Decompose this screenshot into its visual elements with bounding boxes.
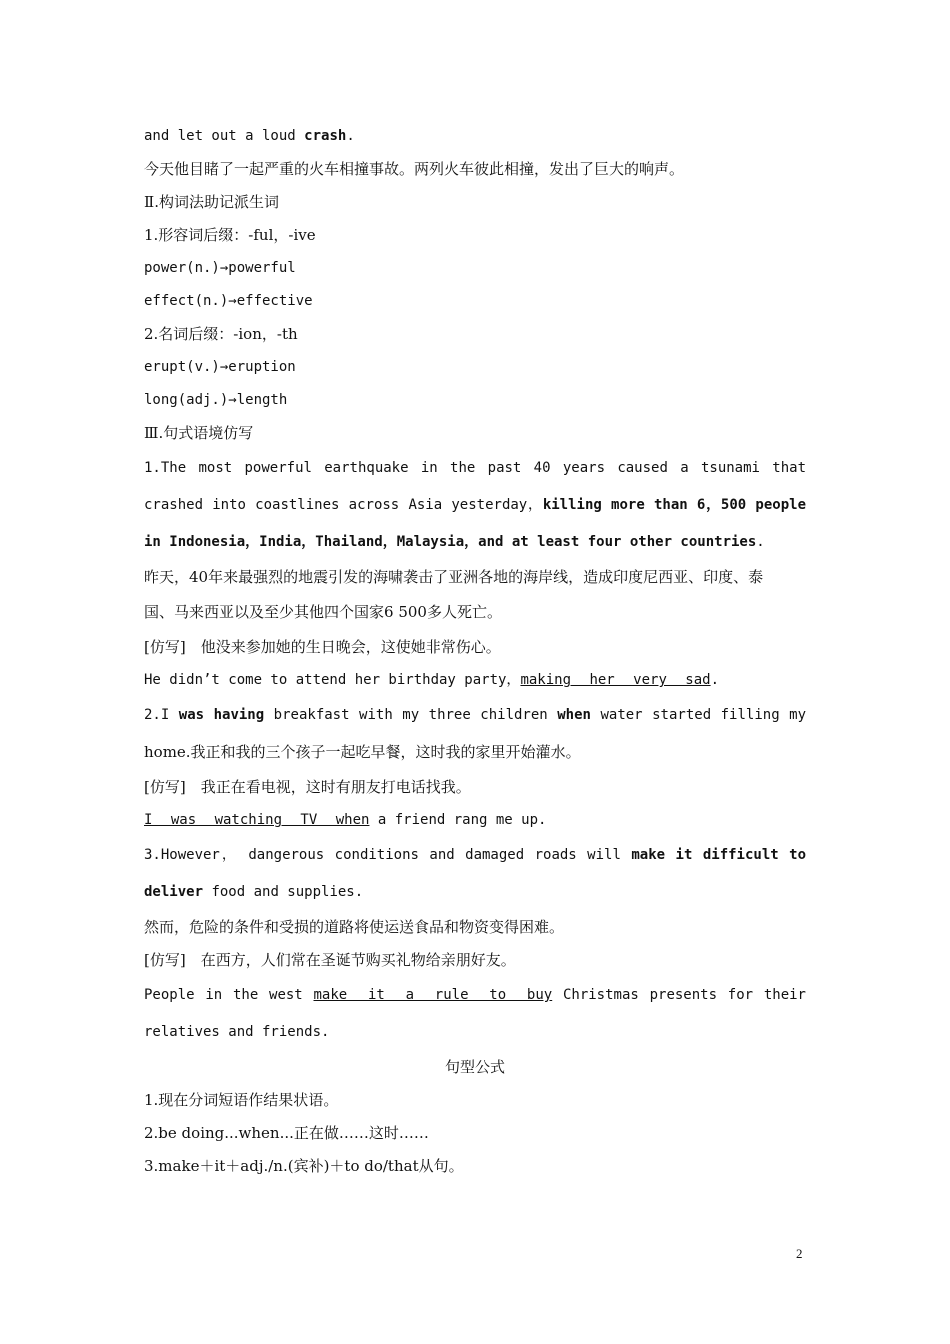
page-content bbox=[144, 120, 806, 1183]
text-line: erupt(v.)→eruption bbox=[144, 359, 296, 375]
answer-line bbox=[144, 804, 806, 837]
answer-line bbox=[144, 977, 806, 1014]
text-line: 然而，危险的条件和受损的道路将使运送食品和物资变得困难。 bbox=[144, 918, 565, 936]
section-heading: Ⅱ.构词法助记派生词 bbox=[144, 193, 279, 211]
bold-text: killing more than 6，500 people bbox=[542, 497, 806, 513]
text: 2.I bbox=[144, 707, 179, 723]
text-line: effect(n.)→effective bbox=[144, 293, 313, 309]
text-line: 1.形容词后缀：-ful，-ive bbox=[144, 226, 316, 244]
text: a friend rang me up. bbox=[369, 812, 547, 828]
text-line: 国、马来西亚以及至少其他四个国家6 500多人死亡。 bbox=[144, 603, 502, 621]
text-line: 1.The most powerful earthquake in the past 40 years caused a tsunami that bbox=[144, 460, 806, 476]
bold-text: when bbox=[557, 707, 591, 723]
text-line: long(adj.)→length bbox=[144, 392, 288, 408]
formula-item: 2.be doing...when...正在做……这时…… bbox=[144, 1124, 429, 1142]
section-heading: Ⅲ.句式语境仿写 bbox=[144, 424, 254, 442]
prompt-line: [仿写] 我正在看电视，这时有朋友打电话找我。 bbox=[144, 778, 471, 796]
formula-item: 1.现在分词短语作结果状语。 bbox=[144, 1091, 339, 1109]
text-line: 2.名词后缀：-ion，-th bbox=[144, 325, 298, 343]
text-line bbox=[144, 120, 806, 153]
prompt-line: [仿写] 在西方，人们常在圣诞节购买礼物给亲朋好友。 bbox=[144, 951, 516, 969]
text: People in the west bbox=[144, 987, 314, 1003]
prompt-line: [仿写] 他没来参加她的生日晚会，这使她非常伤心。 bbox=[144, 638, 501, 656]
bold-text: crash bbox=[304, 128, 347, 144]
text: food and supplies. bbox=[203, 884, 364, 900]
text: . bbox=[756, 534, 765, 550]
text: He didn’t come to attend her birthday party， bbox=[144, 672, 521, 688]
bold-text: deliver bbox=[144, 884, 204, 900]
text: and let out a loud bbox=[144, 128, 305, 144]
text-line: power(n.)→powerful bbox=[144, 260, 296, 276]
underlined-answer: making her very sad bbox=[520, 672, 711, 688]
text-line: home.我正和我的三个孩子一起吃早餐，这时我的家里开始灌水。 bbox=[144, 743, 581, 761]
text-line bbox=[144, 487, 806, 524]
text: Christmas presents for their bbox=[552, 987, 806, 1003]
text-line: 今天他目睹了一起严重的火车相撞事故。两列火车彼此相撞，发出了巨大的响声。 bbox=[144, 160, 685, 178]
text-line bbox=[144, 874, 806, 911]
text-line: 昨天，40年来最强烈的地震引发的海啸袭击了亚洲各地的海岸线，造成印度尼西亚、印度、泰 bbox=[144, 568, 764, 586]
bold-text: make it difficult to bbox=[631, 847, 806, 863]
text-line bbox=[144, 697, 806, 734]
page-number: 2 bbox=[796, 1246, 803, 1261]
underlined-answer: make it a rule to buy bbox=[313, 987, 553, 1003]
text: breakfast with my three children bbox=[264, 707, 558, 723]
underlined-answer: I was watching TV when bbox=[144, 812, 370, 828]
answer-line bbox=[144, 664, 806, 697]
text-line bbox=[144, 837, 806, 874]
text: crashed into coastlines across Asia yesterday， bbox=[144, 497, 543, 513]
text: 3.However， dangerous conditions and damaged roads will bbox=[144, 847, 632, 863]
text-line bbox=[144, 524, 806, 561]
text: . bbox=[346, 128, 355, 144]
text: . bbox=[710, 672, 720, 688]
text-line: relatives and friends. bbox=[144, 1024, 330, 1040]
text: water started filling my bbox=[590, 707, 806, 723]
bold-text: in Indonesia，India，Thailand，Malaysia，and at least four other countries bbox=[144, 534, 757, 550]
formula-heading: 句型公式 bbox=[444, 1058, 505, 1076]
formula-item: 3.make＋it＋adj./n.(宾补)＋to do/that从句。 bbox=[144, 1157, 464, 1175]
bold-text: was having bbox=[178, 707, 265, 723]
